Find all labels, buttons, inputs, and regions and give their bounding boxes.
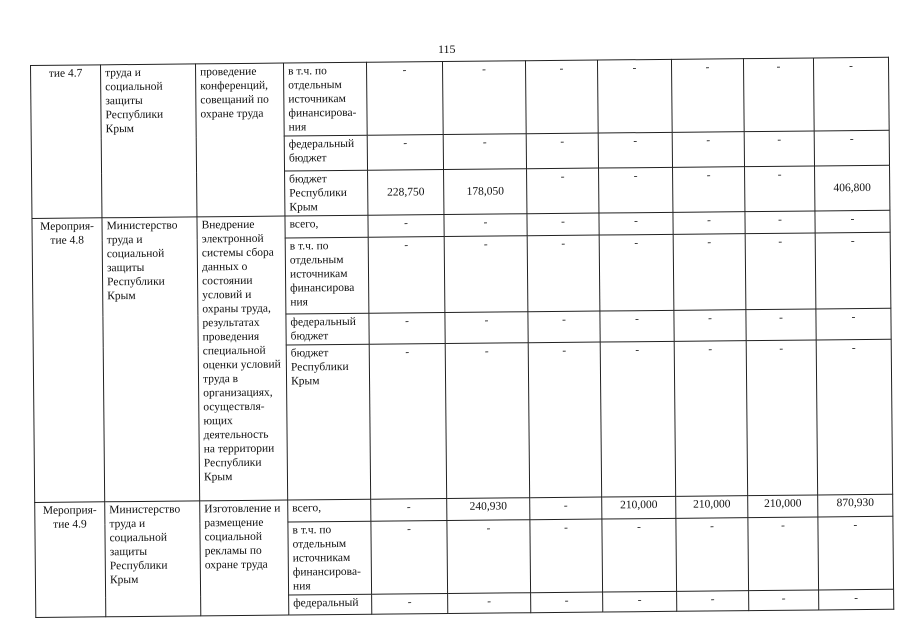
amount-cell: -: [448, 593, 531, 614]
funding-source: федеральный бюджет: [284, 135, 367, 171]
amount-cell: -: [372, 594, 448, 615]
table-row: [31, 57, 890, 138]
amount-cell: -: [371, 521, 448, 595]
amount-cell: 210,000: [676, 496, 748, 519]
amount-cell: 178,050: [444, 169, 527, 215]
amount-cell: -: [745, 166, 815, 212]
amount-cell: -: [743, 58, 814, 132]
amount-cell: -: [814, 130, 889, 166]
amount-cell: -: [746, 309, 816, 341]
amount-cell: -: [749, 590, 819, 611]
amount-cell: 210,000: [602, 496, 676, 519]
amount-cell: -: [366, 62, 443, 136]
amount-cell: -: [602, 518, 677, 592]
amount-cell: -: [746, 340, 817, 496]
amount-cell: -: [442, 61, 526, 135]
amount-cell: -: [599, 212, 673, 235]
funding-source: в т.ч. по отдельным источникам финансирова ния: [285, 237, 369, 314]
amount-cell: -: [527, 235, 600, 312]
funding-source: всего,: [288, 499, 371, 522]
amount-cell: -: [600, 310, 674, 342]
amount-cell: -: [815, 232, 891, 309]
amount-cell: -: [673, 167, 745, 213]
activity-description: Внедрение электронной системы сбора данных о состоянии условий и охраны труда, результатах проведения специальной оценки условий труда в организациях, осуществля-ющих деятельность на территории Республики Крым: [197, 216, 288, 501]
amount-cell: -: [815, 210, 890, 233]
responsible-agency: Министерство труда и социальной защиты Республики Крым: [105, 501, 201, 617]
amount-cell: -: [673, 212, 745, 235]
funding-source: бюджет Республики Крым: [286, 344, 370, 500]
amount-cell: -: [367, 135, 443, 171]
funding-source: федеральный бюджет: [286, 313, 369, 345]
amount-cell: -: [368, 237, 445, 314]
amount-cell: -: [525, 60, 598, 134]
amount-cell: -: [444, 214, 527, 237]
amount-cell: -: [527, 213, 599, 236]
funding-source: в т.ч. по отдельным источникам финансирова-ния: [288, 521, 372, 595]
amount-cell: -: [598, 132, 672, 168]
amount-cell: -: [748, 517, 819, 591]
amount-cell: -: [597, 59, 672, 133]
amount-cell: -: [745, 233, 816, 310]
activity-description: проведение конференций, совещаний по охране труда: [195, 63, 284, 217]
amount-cell: 210,000: [748, 495, 818, 518]
responsible-agency: труда и социальной защиты Республики Крым: [101, 64, 197, 218]
amount-cell: -: [818, 516, 894, 590]
amount-cell: -: [528, 342, 601, 498]
amount-cell: -: [371, 499, 447, 522]
funding-source: федеральный: [289, 594, 372, 615]
amount-cell: -: [672, 132, 744, 168]
amount-cell: -: [674, 310, 746, 342]
amount-cell: -: [816, 339, 892, 495]
amount-cell: -: [447, 520, 531, 594]
amount-cell: -: [599, 234, 674, 311]
funding-source: всего,: [285, 215, 368, 238]
amount-cell: -: [527, 168, 599, 214]
amount-cell: -: [445, 312, 528, 344]
amount-cell: -: [676, 518, 749, 592]
amount-cell: 870,930: [818, 494, 893, 517]
responsible-agency: Министерство труда и социальной защиты Республики Крым: [102, 217, 200, 502]
amount-cell: 240,930: [447, 498, 530, 521]
amount-cell: -: [443, 134, 526, 170]
activity-code: Мероприя-тие 4.9: [35, 502, 106, 618]
amount-cell: -: [444, 236, 528, 313]
funding-source: бюджет Республики Крым: [285, 170, 368, 216]
amount-cell: -: [671, 59, 744, 133]
amount-cell: 228,750: [368, 170, 444, 216]
amount-cell: -: [744, 131, 814, 167]
budget-table: [30, 57, 894, 618]
amount-cell: -: [530, 497, 602, 520]
amount-cell: -: [813, 57, 889, 131]
page-number: 115: [438, 42, 456, 56]
activity-description: Изготовление и размещение социальной рекламы по охране труда: [200, 500, 289, 616]
amount-cell: -: [369, 313, 445, 345]
amount-cell: 406,800: [815, 165, 890, 211]
amount-cell: -: [528, 311, 600, 343]
amount-cell: -: [531, 592, 603, 613]
amount-cell: -: [526, 133, 598, 169]
amount-cell: -: [745, 211, 815, 234]
amount-cell: -: [530, 519, 603, 593]
amount-cell: -: [677, 591, 749, 612]
amount-cell: -: [368, 215, 444, 238]
funding-source: в т.ч. по отдельным источникам финансирова-ния: [283, 62, 367, 136]
amount-cell: -: [369, 344, 446, 500]
table-body: [31, 57, 894, 617]
amount-cell: -: [819, 589, 894, 610]
amount-cell: -: [674, 341, 747, 497]
amount-cell: -: [445, 343, 529, 499]
activity-code: тие 4.7: [31, 65, 102, 219]
activity-code: Мероприя-тие 4.8: [32, 218, 105, 503]
amount-cell: -: [673, 234, 746, 311]
amount-cell: -: [599, 167, 673, 213]
amount-cell: -: [600, 341, 675, 497]
amount-cell: -: [603, 591, 677, 612]
amount-cell: -: [816, 308, 891, 340]
